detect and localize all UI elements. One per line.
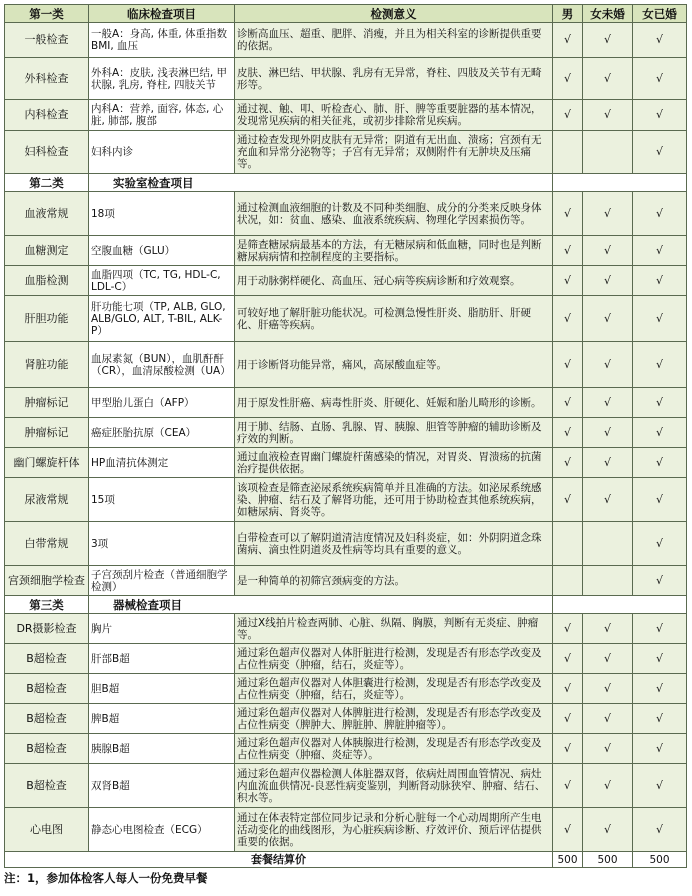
check-female-unmarried: √ <box>583 236 633 266</box>
header-male: 男 <box>553 5 583 23</box>
exam-significance: 通过彩色超声仪器对人体胰腺进行检测，发现是否有形态学改变及占位性病变（肿瘤、炎症等）。 <box>235 734 553 764</box>
exam-item: 18项 <box>89 192 235 236</box>
table-row <box>5 566 687 596</box>
exam-item: 空腹血糖（GLU） <box>89 236 235 266</box>
check-male: √ <box>553 192 583 236</box>
exam-name: 宫颈细胞学检查 <box>5 566 89 596</box>
exam-significance: 白带检查可以了解阴道清洁度情况及妇科炎症，如：外阴阴道念珠菌病、滴虫性阴道炎及性病等均具有重要的意义。 <box>235 522 553 566</box>
section-header-row <box>5 174 687 192</box>
check-female-unmarried: √ <box>583 644 633 674</box>
exam-significance: 通过彩色超声仪器对人体脾脏进行检测，发现是否有形态学改变及占位性病变（脾肿大、脾脏肿、脾脏肿瘤等）。 <box>235 704 553 734</box>
table-row <box>5 478 687 522</box>
table-row <box>5 614 687 644</box>
check-female-unmarried <box>583 522 633 566</box>
exam-name: 尿液常规 <box>5 478 89 522</box>
exam-significance: 通过视、触、叩、听检查心、肺、肝、脾等重要脏器的基本情况，发现常见疾病的相关征兆，或初步排除常见疾病。 <box>235 100 553 131</box>
price-female-married: 500 <box>633 852 687 868</box>
check-female-unmarried: √ <box>583 734 633 764</box>
check-female-married: √ <box>633 704 687 734</box>
check-male: √ <box>553 734 583 764</box>
exam-name: 血糖测定 <box>5 236 89 266</box>
exam-name: 肿瘤标记 <box>5 388 89 418</box>
check-male: √ <box>553 266 583 296</box>
exam-name: 妇科检查 <box>5 131 89 174</box>
section-label: 第二类 <box>5 174 89 192</box>
exam-name: 肝胆功能 <box>5 296 89 342</box>
exam-name: 血脂检测 <box>5 266 89 296</box>
check-female-unmarried: √ <box>583 296 633 342</box>
check-male: √ <box>553 236 583 266</box>
exam-significance: 皮肤、淋巴结、甲状腺、乳房有无异常，脊柱、四肢及关节有无畸形等。 <box>235 58 553 100</box>
exam-name: DR摄影检查 <box>5 614 89 644</box>
exam-name: B超检查 <box>5 734 89 764</box>
check-female-married: √ <box>633 566 687 596</box>
check-female-married: √ <box>633 522 687 566</box>
check-male: √ <box>553 58 583 100</box>
check-female-unmarried: √ <box>583 23 633 58</box>
check-female-married: √ <box>633 644 687 674</box>
exam-item: 子宫颈刮片检查（普通细胞学检测） <box>89 566 235 596</box>
header-items: 临床检查项目 <box>89 5 235 23</box>
table-row <box>5 266 687 296</box>
check-male: √ <box>553 342 583 388</box>
exam-item: 一般A：身高, 体重, 体重指数BMI, 血压 <box>89 23 235 58</box>
exam-significance: 通过彩色超声仪器检测人体脏器双肾，依病灶周围血管情况、病灶内血流血供情况-良恶性病变鉴别，判断肾动脉狭窄、肿瘤、结石、积水等。 <box>235 764 553 808</box>
exam-name: B超检查 <box>5 764 89 808</box>
exam-significance: 可较好地了解肝脏功能状况。可检测急慢性肝炎、脂肪肝、肝硬化、肝癌等疾病。 <box>235 296 553 342</box>
exam-item: 胸片 <box>89 614 235 644</box>
check-male: √ <box>553 418 583 448</box>
exam-significance: 通过检查发现外阴皮肤有无异常；阴道有无出血、溃疡；宫颈有无充血和异常分泌物等；子宫有无异常；双侧附件有无肿块及压痛等。 <box>235 131 553 174</box>
check-female-unmarried: √ <box>583 704 633 734</box>
check-female-married: √ <box>633 236 687 266</box>
exam-item: 甲型胎儿蛋白（AFP） <box>89 388 235 418</box>
exam-significance: 通过彩色超声仪器对人体肝脏进行检测，发现是否有形态学改变及占位性病变（肿瘤，结石，炎症等）。 <box>235 644 553 674</box>
table-row <box>5 448 687 478</box>
check-male: √ <box>553 808 583 852</box>
exam-name: B超检查 <box>5 704 89 734</box>
exam-significance: 通过在体表特定部位同步记录和分析心脏每一个心动周期所产生电活动变化的曲线图形，为心脏疾病诊断、疗效评价、预后评估提供重要的依据。 <box>235 808 553 852</box>
check-female-unmarried: √ <box>583 266 633 296</box>
check-female-married: √ <box>633 100 687 131</box>
check-female-married: √ <box>633 764 687 808</box>
exam-significance: 用于原发性肝癌、病毒性肝炎、肝硬化、妊娠和胎儿畸形的诊断。 <box>235 388 553 418</box>
table-row <box>5 100 687 131</box>
exam-significance: 用于诊断肾功能异常，痛风，高尿酸血症等。 <box>235 342 553 388</box>
check-male: √ <box>553 388 583 418</box>
check-female-unmarried: √ <box>583 418 633 448</box>
check-female-married: √ <box>633 23 687 58</box>
exam-item: 3项 <box>89 522 235 566</box>
exam-name: 肾脏功能 <box>5 342 89 388</box>
table-row <box>5 236 687 266</box>
check-male: √ <box>553 764 583 808</box>
checkup-package-table <box>4 4 687 868</box>
check-female-married: √ <box>633 192 687 236</box>
check-female-unmarried: √ <box>583 58 633 100</box>
check-female-unmarried: √ <box>583 388 633 418</box>
footnote: 注：1，参加体检客人每人一份免费早餐 <box>4 871 208 885</box>
check-male: √ <box>553 704 583 734</box>
exam-item: 脾B超 <box>89 704 235 734</box>
exam-significance: 是筛查糖尿病最基本的方法，有无糖尿病和低血糖，同时也是判断糖尿病病情和控制程度的主要指标。 <box>235 236 553 266</box>
check-female-unmarried <box>583 131 633 174</box>
exam-item: 血尿素氮（BUN），血肌酐酐（CR），血清尿酸检测（UA） <box>89 342 235 388</box>
table-row <box>5 58 687 100</box>
check-female-married: √ <box>633 418 687 448</box>
check-female-unmarried: √ <box>583 808 633 852</box>
check-male: √ <box>553 674 583 704</box>
check-female-married: √ <box>633 58 687 100</box>
exam-significance: 是一种简单的初筛宫颈病变的方法。 <box>235 566 553 596</box>
table-header-row <box>5 5 687 23</box>
check-female-unmarried <box>583 566 633 596</box>
check-female-unmarried: √ <box>583 478 633 522</box>
check-male: √ <box>553 296 583 342</box>
exam-significance: 用于肺、结肠、直肠、乳腺、胃、胰腺、胆管等肿瘤的辅助诊断及疗效的判断。 <box>235 418 553 448</box>
section-title: 实验室检查项目 <box>89 174 553 192</box>
section-title: 器械检查项目 <box>89 596 553 614</box>
price-female-unmarried: 500 <box>583 852 633 868</box>
check-female-unmarried: √ <box>583 100 633 131</box>
exam-significance: 通过检测血液细胞的计数及不同种类细胞、成分的分类来反映身体状况，如：贫血、感染、血液系统疾病、物理化学因素损伤等。 <box>235 192 553 236</box>
check-male <box>553 522 583 566</box>
section-label: 第三类 <box>5 596 89 614</box>
exam-name: 血液常规 <box>5 192 89 236</box>
header-category: 第一类 <box>5 5 89 23</box>
check-female-married: √ <box>633 266 687 296</box>
check-female-married: √ <box>633 478 687 522</box>
total-price-row <box>5 852 687 868</box>
exam-significance: 用于动脉粥样硬化、高血压、冠心病等疾病诊断和疗效观察。 <box>235 266 553 296</box>
table-row <box>5 131 687 174</box>
check-male: √ <box>553 614 583 644</box>
table-row <box>5 522 687 566</box>
check-female-married: √ <box>633 342 687 388</box>
table-row <box>5 808 687 852</box>
check-female-unmarried: √ <box>583 192 633 236</box>
exam-name: 内科检查 <box>5 100 89 131</box>
table-row <box>5 674 687 704</box>
table-row <box>5 644 687 674</box>
table-row <box>5 192 687 236</box>
check-female-married: √ <box>633 388 687 418</box>
exam-name: 外科检查 <box>5 58 89 100</box>
check-male: √ <box>553 644 583 674</box>
check-female-married: √ <box>633 614 687 644</box>
exam-item: 胰腺B超 <box>89 734 235 764</box>
check-male: √ <box>553 448 583 478</box>
table-row <box>5 764 687 808</box>
header-significance: 检测意义 <box>235 5 553 23</box>
section-filler <box>553 174 687 192</box>
check-male <box>553 566 583 596</box>
exam-name: B超检查 <box>5 674 89 704</box>
exam-item: 外科A：皮肤, 浅表淋巴结, 甲状腺, 乳房, 脊柱, 四肢关节 <box>89 58 235 100</box>
exam-item: 静态心电图检查（ECG） <box>89 808 235 852</box>
table-row <box>5 388 687 418</box>
exam-item: 癌症胚胎抗原（CEA） <box>89 418 235 448</box>
check-male <box>553 131 583 174</box>
check-male: √ <box>553 23 583 58</box>
exam-item: HP血清抗体测定 <box>89 448 235 478</box>
exam-item: 肝部B超 <box>89 644 235 674</box>
check-female-unmarried: √ <box>583 448 633 478</box>
check-female-unmarried: √ <box>583 674 633 704</box>
exam-item: 胆B超 <box>89 674 235 704</box>
exam-item: 双肾B超 <box>89 764 235 808</box>
exam-name: 心电图 <box>5 808 89 852</box>
table-row <box>5 23 687 58</box>
package-table-wrapper <box>4 4 686 868</box>
exam-name: 幽门螺旋杆体 <box>5 448 89 478</box>
table-row <box>5 704 687 734</box>
check-female-married: √ <box>633 808 687 852</box>
header-female-married: 女已婚 <box>633 5 687 23</box>
exam-name: 白带常规 <box>5 522 89 566</box>
exam-name: 一般检查 <box>5 23 89 58</box>
check-female-unmarried: √ <box>583 342 633 388</box>
check-female-married: √ <box>633 448 687 478</box>
exam-name: B超检查 <box>5 644 89 674</box>
check-female-unmarried: √ <box>583 614 633 644</box>
check-female-married: √ <box>633 296 687 342</box>
exam-name: 肿瘤标记 <box>5 418 89 448</box>
total-label: 套餐结算价 <box>5 852 553 868</box>
header-female-unmarried: 女未婚 <box>583 5 633 23</box>
exam-significance: 通过彩色超声仪器对人体胆囊进行检测，发现是否有形态学改变及占位性病变（肿瘤，结石，炎症等）。 <box>235 674 553 704</box>
check-female-unmarried: √ <box>583 764 633 808</box>
exam-item: 肝功能七项（TP, ALB, GLO, ALB/GLO, ALT, T-BIL, ALK-P） <box>89 296 235 342</box>
check-male: √ <box>553 100 583 131</box>
exam-item: 15项 <box>89 478 235 522</box>
check-female-married: √ <box>633 131 687 174</box>
check-male: √ <box>553 478 583 522</box>
exam-item: 内科A：营养, 面容, 体态, 心脏, 肺部, 腹部 <box>89 100 235 131</box>
exam-item: 妇科内诊 <box>89 131 235 174</box>
exam-significance: 通过X线拍片检查两肺、心脏、纵隔、胸膜，判断有无炎症、肿瘤等。 <box>235 614 553 644</box>
exam-item: 血脂四项（TC, TG, HDL-C, LDL-C） <box>89 266 235 296</box>
exam-significance: 通过血液检查胃幽门螺旋杆菌感染的情况，对胃炎、胃溃疡的抗菌治疗提供依据。 <box>235 448 553 478</box>
exam-significance: 诊断高血压、超重、肥胖、消瘦，并且为相关科室的诊断提供重要的依据。 <box>235 23 553 58</box>
section-header-row <box>5 596 687 614</box>
table-row <box>5 418 687 448</box>
price-male: 500 <box>553 852 583 868</box>
check-female-married: √ <box>633 674 687 704</box>
section-filler <box>553 596 687 614</box>
table-row <box>5 734 687 764</box>
exam-significance: 该项检查是筛查泌尿系统疾病简单并且准确的方法。如泌尿系统感染、肿瘤、结石及了解肾功能，还可用于协助检查其他系统疾病，如糖尿病、肾炎等。 <box>235 478 553 522</box>
table-row <box>5 296 687 342</box>
table-row <box>5 342 687 388</box>
check-female-married: √ <box>633 734 687 764</box>
